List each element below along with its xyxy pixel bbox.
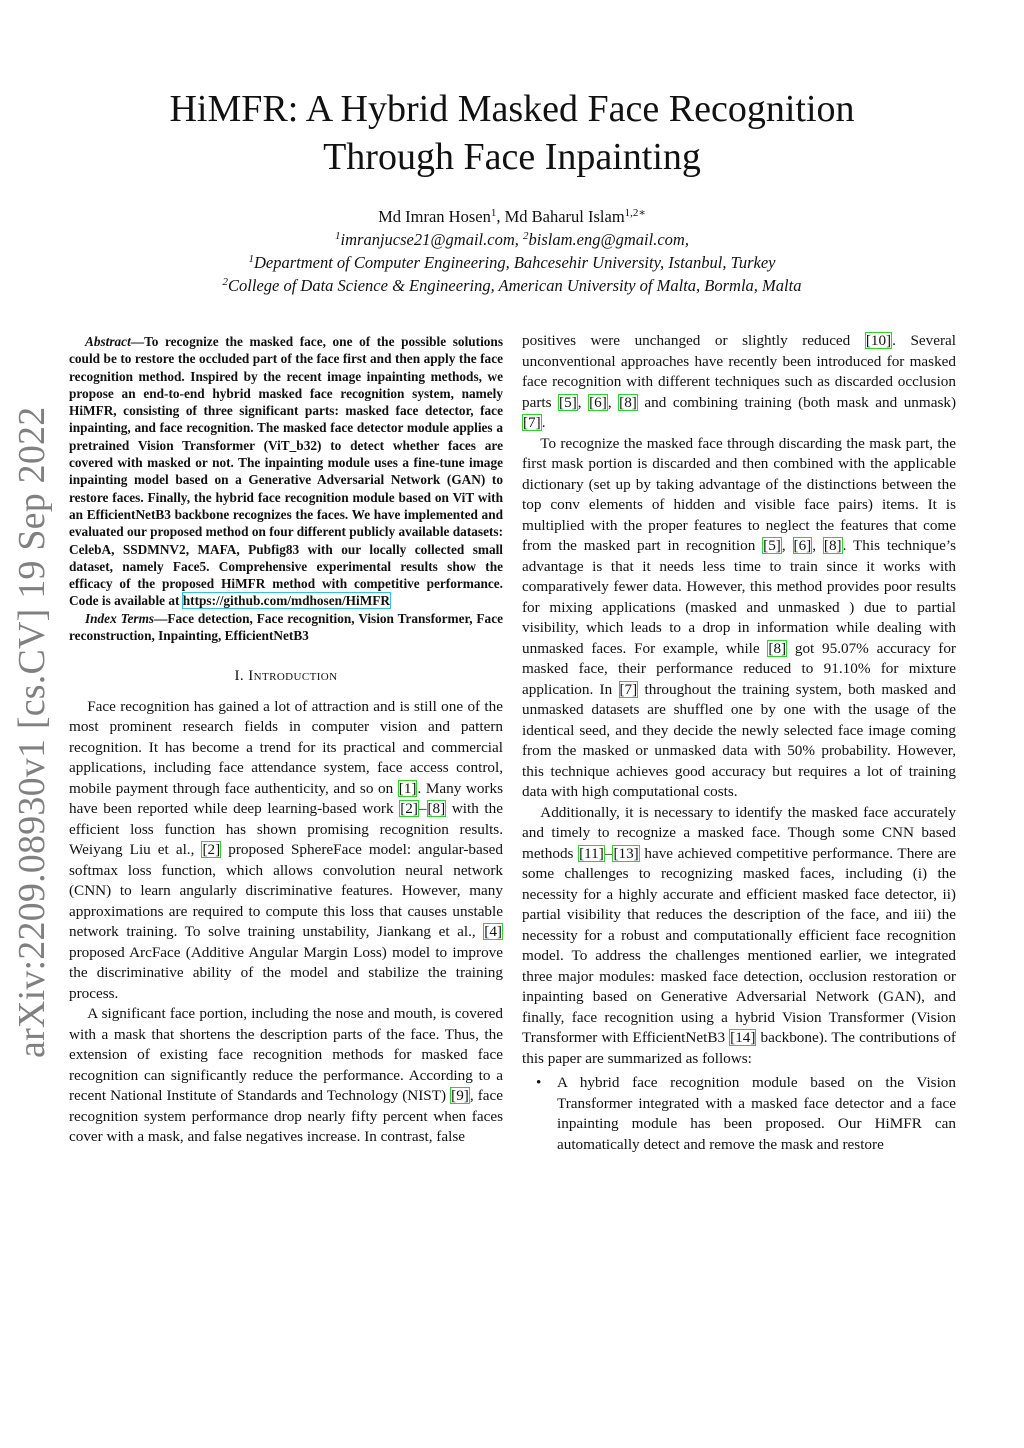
right-column <box>522 331 956 1155</box>
text-span: backbone). The contributions of this paper are summarized as follows: <box>522 1029 956 1067</box>
citation-link[interactable]: [8] <box>823 537 842 554</box>
text-span: , face recognition system performance drop nearly fifty percent when faces cover with a mask, and false negatives increase. In contrast, false <box>69 1087 504 1146</box>
title-line-1: HiMFR: A Hybrid Masked Face Recognition <box>169 88 855 130</box>
author-1: Md Imran Hosen <box>378 207 491 226</box>
text-span: Additionally, it is necessary to identify the masked face accurately and timely to recognize a masked face. Though some CNN based methods <box>522 803 956 862</box>
text-span: and combining training (both mask and unmask) <box>637 393 957 411</box>
citation-link[interactable]: [7] <box>619 680 638 698</box>
text-span: proposed SphereFace model: angular-based softmax loss function, which allows convolution neural network (CNN) to learn angularly discriminative features. However, many approximations are required to compute this loss that causes unstable network training. To solve training unstability, Jiankang et al., <box>69 841 503 941</box>
text-span: . Several unconventional approaches have recently been introduced for masked face recognition with different techniques such as discarded occlusion parts <box>522 332 957 411</box>
aff-1-text: Department of Computer Engineering, Bahcesehir University, Istanbul, Turkey <box>253 253 776 272</box>
section-numeral: I. <box>234 668 249 685</box>
citation-link[interactable]: [5] <box>763 537 781 554</box>
index-terms-lead: Index Terms <box>84 610 155 626</box>
email-1-sup: 1 <box>335 230 341 242</box>
text-span: proposed ArcFace (Additive Angular Margin Loss) model to improve the discriminative ability of the model and stabilize the training process. <box>69 943 503 1002</box>
text-span: – <box>418 800 427 818</box>
arxiv-sidebar-stamp: arXiv:2209.08930v1 [cs.CV] 19 Sep 2022 <box>11 406 53 1058</box>
section-heading-introduction <box>69 666 503 687</box>
email-2: bislam.eng@gmail.com, <box>528 230 689 249</box>
title-line-2: Through Face Inpainting <box>323 136 701 178</box>
citation-link[interactable]: [6] <box>589 393 607 411</box>
text-span: throughout the training system, both masked and unmasked datasets are shuffled one by one with the usage of the identical seed, and they decide the newly selected face image coming from the masked or unmasked data with 50% probability. However, this technique achieves good accuracy but requires a lot of training data with high computational costs. <box>522 680 956 800</box>
text-span: , <box>781 537 793 554</box>
email-2-sup: 2 <box>522 230 529 242</box>
citation-link[interactable]: [2] <box>202 841 221 859</box>
index-terms <box>69 610 503 645</box>
aff-2-text: College of Data Science & Engineering, American University of Malta, Bormla, Malta <box>228 276 802 295</box>
citation-link[interactable]: [14] <box>730 1029 756 1046</box>
text-span: . This technique’s advantage is that it needs less time to train since it works with comparatively fewer data. However, this method provides poor results for mixing applications (masked and unmasked ) due to partial visibility, which leads to a drop in information while dealing with unmasked faces. For example, while <box>522 537 957 657</box>
intro-paragraph-5 <box>522 803 956 1070</box>
citation-link[interactable]: [4] <box>484 923 502 941</box>
left-column <box>69 333 503 1148</box>
citation-link[interactable]: [6] <box>793 537 812 554</box>
author-names <box>60 205 964 228</box>
author-emails <box>60 228 964 251</box>
text-span: Face recognition has gained a lot of attraction and is still one of the most prominent research fields in computer vision and pattern recognition. It has become a trend for its practical and commercial applications, including face attendance system, face access control, mobile payment through face authenticity, and so on <box>69 697 503 797</box>
text-span: . Many works have been reported while deep learning-based work <box>69 779 503 818</box>
aff-2-sup: 2 <box>222 276 229 288</box>
intro-paragraph-2 <box>69 1004 503 1148</box>
index-terms-text: —Face detection, Face recognition, Vision Transformer, Face reconstruction, Inpainting, EfficientNetB3 <box>69 610 503 644</box>
citation-link[interactable]: [13] <box>613 844 639 862</box>
text-span: To recognize the masked face through discarding the mask part, the first mask portion is discarded and then combined with the applicable dictionary (set up by taking advantage of the distinctions between the top conv elements of hidden and visible face pairs) items. It is multiplied with the proper features to neglect the features that come from the masked part in recognition <box>522 434 956 554</box>
text-span: , <box>607 393 619 411</box>
text-span: have achieved competitive performance. There are some challenges to recognizing masked faces, including (i) the necessity for a highly accurate and efficient masked face detector, ii) partial visibility that reduces the description of the face, and iii) the necessity for a robust and computationally efficient face recognition model. To address the challenges mentioned earlier, we integrated three major modules: masked face detection, occlusion restoration or inpainting based on Generative Adversarial Network (GAN), and finally, face recognition using a hybrid Vision Transformer (Vision Transformer with EfficientNetB3 <box>522 844 956 1046</box>
aff-1-sup: 1 <box>248 253 254 265</box>
abstract-lead: Abstract <box>84 334 131 349</box>
citation-link[interactable]: [8] <box>427 800 446 818</box>
citation-link[interactable]: [7] <box>523 414 541 431</box>
list-item <box>522 1073 956 1155</box>
email-1: imranjucse21@gmail.com, <box>340 230 519 249</box>
citation-link[interactable]: [9] <box>451 1087 469 1105</box>
contributions-list <box>522 1073 956 1155</box>
section-title: Introduction <box>248 668 338 685</box>
paper-title <box>60 85 964 181</box>
abstract-text: To recognize the masked face, one of the possible solutions could be to restore the occluded part of the face first and then apply the face recognition method. Inspired by the recent image inpainting methods, we propose an end-to-end hybrid masked face recognition system, namely HiMFR, consisting of three significant parts: masked face detector, face inpainting, and face recognition. The masked face detector module applies a pretrained Vision Transformer (ViT_b32) to detect whether faces are covered with masked or not. The inpainting module uses a fine-tune image inpainting model based on a Generative Adversarial Network (GAN) to restore faces. Finally, the hybrid face recognition module based on ViT with an EfficientNetB3 backbone recognizes the faces. We have implemented and evaluated our proposed method on four different publicly available datasets: CelebA, SSDMNV2, MAFA, Pubfig83 with our locally collected small dataset, namely Face5. Comprehensive experimental results show the efficacy of the proposed HiMFR method with competitive performance. Code is available at <box>69 334 503 609</box>
citation-link[interactable]: [1] <box>398 779 417 797</box>
citation-link[interactable]: [8] <box>619 393 637 411</box>
author-2-sup: 1,2∗ <box>624 207 646 219</box>
text-span: positives were unchanged or slightly reduced <box>522 332 865 349</box>
abstract <box>69 333 503 610</box>
intro-paragraph-3-continued <box>522 331 956 434</box>
citation-link[interactable]: [8] <box>768 639 787 657</box>
intro-paragraph-1 <box>69 697 503 1005</box>
bullet-text: A hybrid face recognition module based on the Vision Transformer integrated with a masked face detector and a face inpainting module has been proposed. Our HiMFR can automatically detect and remove the mask and restore <box>557 1074 956 1153</box>
text-span: A significant face portion, including the nose and mouth, is covered with a mask that shortens the description parts of the face. Thus, the extension of existing face recognition methods for masked face recognition can significantly reduce the performance. According to a recent National Institute of Standards and Technology (NIST) <box>69 1005 503 1105</box>
text-span: – <box>604 844 613 862</box>
author-sep: , <box>496 207 505 226</box>
citation-link[interactable]: [2] <box>400 800 418 818</box>
code-link[interactable]: https://github.com/mdhosen/HiMFR <box>182 593 390 609</box>
abstract-dash: — <box>130 334 145 349</box>
citation-link[interactable]: [11] <box>579 844 604 862</box>
author-1-sup: 1 <box>490 207 497 219</box>
bullet-icon: • <box>536 1074 542 1091</box>
text-span: , <box>577 393 589 411</box>
author-block <box>60 205 964 297</box>
affiliation-1 <box>60 251 964 274</box>
text-span: . <box>541 414 546 431</box>
affiliation-2 <box>60 274 964 297</box>
text-span: , <box>812 537 823 554</box>
text-span: got 95.07% accuracy for masked face, their performance reduced to 91.10% for mixture application. In <box>522 639 956 698</box>
author-2: Md Baharul Islam <box>504 207 625 226</box>
citation-link[interactable]: [10] <box>865 332 892 349</box>
citation-link[interactable]: [5] <box>559 393 577 411</box>
text-span: with the efficient loss function has shown promising recognition results. Weiyang Liu et al., <box>69 800 503 859</box>
intro-paragraph-4 <box>522 434 956 803</box>
